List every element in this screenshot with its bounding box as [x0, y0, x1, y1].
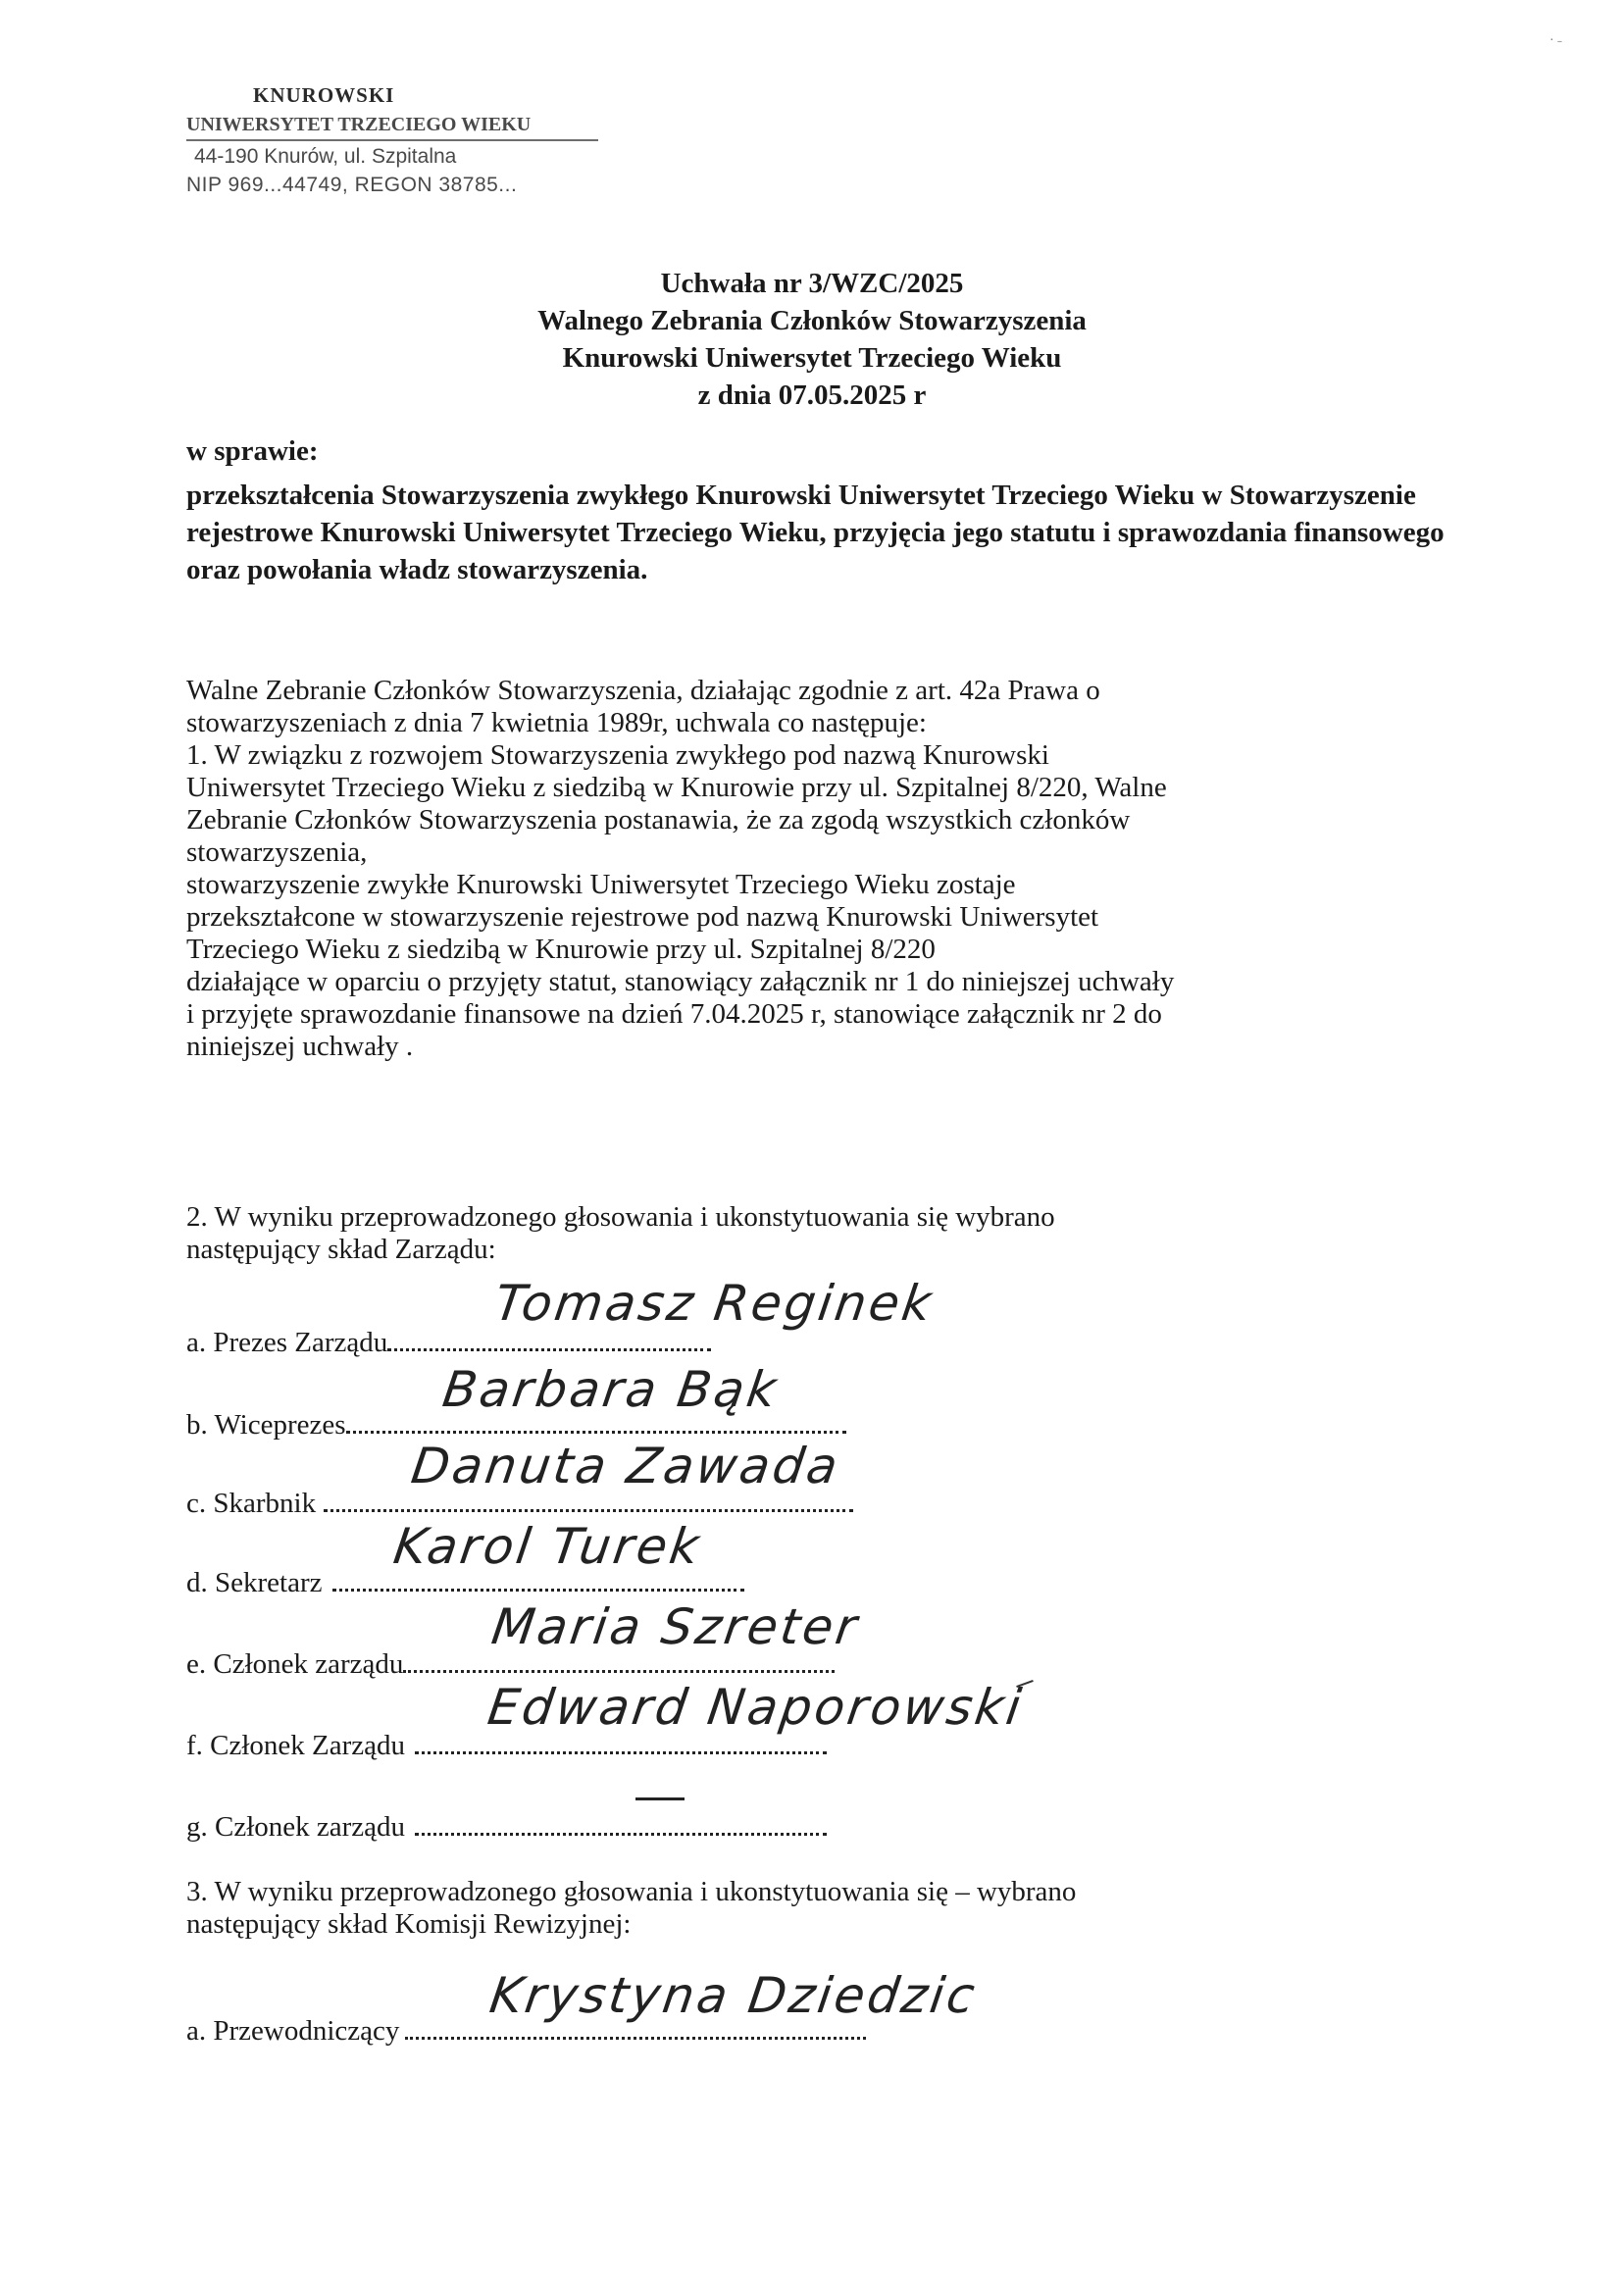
stamp-line-2: UNIWERSYTET TRZECIEGO WIEKU	[186, 110, 598, 141]
field-label: e. Członek zarządu	[186, 1648, 404, 1680]
text-line: Zebranie Członków Stowarzyszenia postanawia, że za zgodą wszystkich członków	[186, 804, 1131, 835]
text-line: działające w oparciu o przyjęty statut, stanowiący załącznik nr 1 do niniejszej uchwały	[186, 966, 1175, 997]
handwritten-name: Karol Turek	[389, 1518, 706, 1575]
text-line: 3. W wyniku przeprowadzonego głosowania i ukonstytuowania się – wybrano	[186, 1876, 1077, 1907]
text-line: 2. W wyniku przeprowadzonego głosowania i ukonstytuowania się wybrano	[186, 1201, 1055, 1233]
text-line: Trzeciego Wieku z siedzibą w Knurowie przy ul. Szpitalnej 8/220	[186, 934, 936, 965]
field-label: b. Wiceprezes	[186, 1409, 346, 1441]
title-line-2: Walnego Zebrania Członków Stowarzyszenia	[537, 305, 1087, 336]
field-label: c. Skarbnik	[186, 1488, 317, 1519]
text-line: następujący skład Komisji Rewizyjnej:	[186, 1908, 632, 1940]
field-label: g. Członek zarządu	[186, 1811, 406, 1843]
text-line: stowarzyszeniach z dnia 7 kwietnia 1989r, uchwala co następuje:	[186, 707, 927, 738]
field-label: f. Członek Zarządu	[186, 1730, 406, 1761]
dotted-line	[415, 1813, 827, 1836]
paragraph-3	[186, 1876, 1461, 1941]
text-line: niniejszej uchwały .	[186, 1031, 414, 1062]
field-label: a. Prezes Zarządu	[186, 1327, 388, 1358]
title-line-3: Knurowski Uniwersytet Trzeciego Wieku	[562, 342, 1062, 374]
text-line: następujący skład Zarządu:	[186, 1234, 496, 1265]
text-line: stowarzyszenie zwykłe Knurowski Uniwersytet Trzeciego Wieku zostaje	[186, 869, 1016, 900]
field-label: d. Sekretarz	[186, 1567, 323, 1598]
corner-mark: · ˗	[1549, 33, 1562, 48]
organization-stamp	[186, 80, 628, 200]
stamp-line-1: KNUROWSKI	[253, 83, 395, 107]
text-line: Walne Zebranie Członków Stowarzyszenia, działając zgodnie z art. 42a Prawa o	[186, 675, 1100, 706]
board-row-member-g	[186, 1810, 827, 1844]
text-line: Uniwersytet Trzeciego Wieku z siedzibą w Knurowie przy ul. Szpitalnej 8/220, Walne	[186, 772, 1167, 803]
in-matter-label: w sprawie:	[186, 435, 319, 467]
handwritten-name: Krystyna Dziedzic	[485, 1967, 982, 2024]
text-line: stowarzyszenia,	[186, 836, 368, 868]
paragraph-2	[186, 1201, 1461, 1266]
handwritten-name: Tomasz Reginek	[490, 1275, 939, 1332]
handwritten-name: Maria Szreter	[487, 1598, 864, 1655]
empty-entry-dash	[635, 1797, 685, 1800]
handwritten-name: Edward Naporowski	[483, 1679, 1028, 1736]
dotted-line	[387, 1329, 711, 1351]
stamp-line-4: NIP 969...44749, REGON 38785...	[186, 174, 518, 196]
text-line: 1. W związku z rozwojem Stowarzyszenia zwykłego pod nazwą Knurowski	[186, 739, 1049, 771]
handwritten-name: Danuta Zawada	[407, 1438, 844, 1494]
title-line-1: Uchwała nr 3/WZC/2025	[660, 268, 964, 299]
resolution-subject: przekształcenia Stowarzyszenia zwykłego Knurowski Uniwersytet Trzeciego Wieku w Stowarzyszenie rejestrowe Knurowski Uniwersytet Trzeciego Wieku, przyjęcia jego statutu i sprawozdania finansowego oraz powołania władz stowarzyszenia.	[186, 480, 1445, 585]
paragraph-1	[186, 675, 1461, 1063]
field-label: a. Przewodniczący	[186, 2015, 400, 2047]
text-line: przekształcone w stowarzyszenie rejestrowe pod nazwą Knurowski Uniwersytet	[186, 901, 1099, 933]
handwritten-name: Barbara Bąk	[438, 1361, 783, 1418]
stamp-line-3: 44-190 Knurów, ul. Szpitalna	[194, 145, 457, 168]
resolution-title	[0, 265, 1624, 414]
text-line: i przyjęte sprawozdanie finansowe na dzień 7.04.2025 r, stanowiące załącznik nr 2 do	[186, 998, 1162, 1030]
title-line-4: z dnia 07.05.2025 r	[697, 380, 927, 411]
